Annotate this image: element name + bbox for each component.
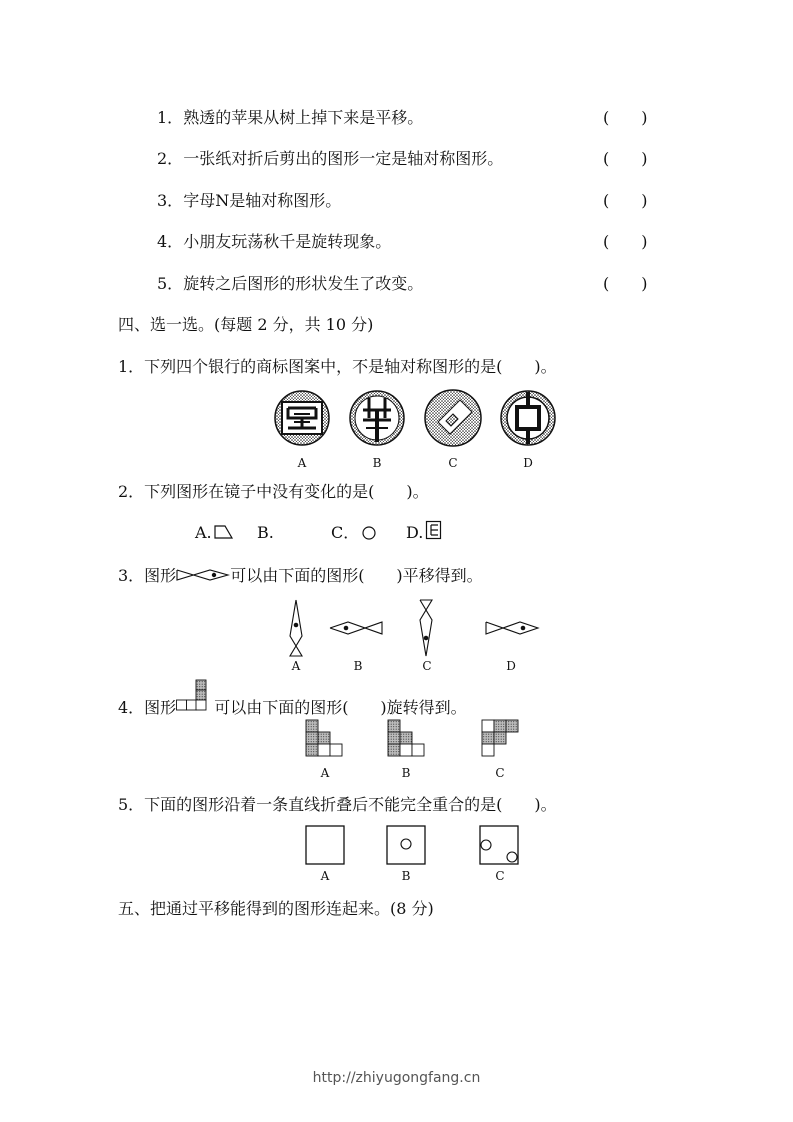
- answer-paren-3[interactable]: ( ): [603, 191, 648, 210]
- translation-option-b-icon[interactable]: [330, 622, 382, 634]
- option-label-b: B: [401, 869, 411, 883]
- translation-option-c-icon[interactable]: [420, 600, 432, 656]
- judgement-num: 2．: [157, 149, 184, 168]
- fold-option-b-icon[interactable]: [387, 826, 425, 864]
- option-label-c: C: [495, 766, 505, 780]
- section-four-heading: 四、选一选。(每题 2 分，共 10 分): [118, 315, 374, 334]
- option-label-c: C: [422, 659, 432, 673]
- judgement-text: 旋转之后图形的形状发生了改变。: [183, 274, 424, 293]
- bank-logo-b-icon[interactable]: [350, 391, 404, 445]
- judgement-item-2: [157, 149, 503, 169]
- footer-url[interactable]: http://zhiyugongfang.cn: [312, 1070, 481, 1086]
- judgement-text: 字母N是轴对称图形。: [183, 191, 342, 210]
- judgement-item-3: [157, 191, 341, 211]
- rotation-option-b-icon[interactable]: [388, 720, 424, 756]
- option-d-text: D.: [406, 523, 424, 542]
- translation-option-a-icon[interactable]: [290, 600, 302, 656]
- option-label-a: A: [320, 869, 330, 883]
- fold-option-c-icon[interactable]: [480, 826, 518, 864]
- judgement-item-4: [157, 232, 391, 252]
- judgement-text: 一张纸对折后剪出的图形一定是轴对称图形。: [183, 149, 504, 168]
- option-b-text: B.: [257, 523, 274, 542]
- rotation-option-c-icon[interactable]: [482, 720, 518, 756]
- fold-options: [304, 824, 524, 866]
- option-label-d: D: [523, 456, 533, 470]
- bank-logo-d-icon[interactable]: [501, 391, 555, 445]
- question-2-text: 2．下列图形在镜子中没有变化的是( )。: [118, 482, 429, 501]
- option-label-b: B: [401, 766, 411, 780]
- l-shape-figure-icon: [176, 678, 214, 716]
- judgement-num: 3．: [157, 191, 184, 210]
- question-3-text-after: 可以由下面的图形( )平移得到。: [230, 566, 483, 585]
- fold-option-a-icon[interactable]: [306, 826, 344, 864]
- rotation-options: [300, 718, 530, 758]
- option-label-a: A: [297, 456, 307, 470]
- option-label-c: C: [495, 869, 505, 883]
- question-5-text: 5．下面的图形沿着一条直线折叠后不能完全重合的是( )。: [118, 795, 557, 814]
- bank-logo-a-icon[interactable]: [275, 391, 329, 445]
- judgement-num: 5．: [157, 274, 184, 293]
- answer-paren-1[interactable]: ( ): [603, 108, 648, 127]
- judgement-item-1: [157, 108, 423, 128]
- bowtie-figure-icon: [176, 568, 230, 582]
- question-1-text: 1．下列四个银行的商标图案中，不是轴对称图形的是( )。: [118, 357, 557, 376]
- option-label-d: D: [506, 659, 516, 673]
- judgement-item-5: [157, 274, 423, 294]
- question-3-line: [118, 566, 483, 586]
- answer-paren-4[interactable]: ( ): [603, 232, 648, 251]
- judgement-text: 小朋友玩荡秋千是旋转现象。: [183, 232, 392, 251]
- section-five-heading: 五、把通过平移能得到的图形连起来。(8 分): [118, 899, 434, 918]
- option-label-c: C: [448, 456, 458, 470]
- translation-option-d-icon[interactable]: [486, 622, 538, 634]
- answer-paren-5[interactable]: ( ): [603, 274, 648, 293]
- question-4-text-before: 4．图形: [118, 698, 177, 717]
- option-label-a: A: [320, 766, 330, 780]
- question-3-text-before: 3．图形: [118, 566, 177, 585]
- circle-icon[interactable]: [360, 525, 378, 541]
- question-4-line: [118, 698, 467, 718]
- trapezoid-icon[interactable]: [213, 524, 235, 540]
- e-shape-icon[interactable]: [425, 520, 443, 540]
- option-label-b: B: [372, 456, 382, 470]
- option-c-text: C．: [331, 523, 360, 542]
- option-a-text: A.: [195, 523, 212, 542]
- translation-options: [280, 598, 550, 658]
- answer-paren-2[interactable]: ( ): [603, 149, 648, 168]
- bank-logo-c-icon[interactable]: [425, 390, 481, 446]
- rotation-option-a-icon[interactable]: [306, 720, 342, 756]
- bank-logos: [270, 388, 560, 450]
- question-4-text-after: 可以由下面的图形( )旋转得到。: [214, 698, 467, 717]
- judgement-num: 4．: [157, 232, 184, 251]
- judgement-num: 1．: [157, 108, 184, 127]
- option-label-b: B: [353, 659, 363, 673]
- option-label-a: A: [291, 659, 301, 673]
- judgement-text: 熟透的苹果从树上掉下来是平移。: [183, 108, 424, 127]
